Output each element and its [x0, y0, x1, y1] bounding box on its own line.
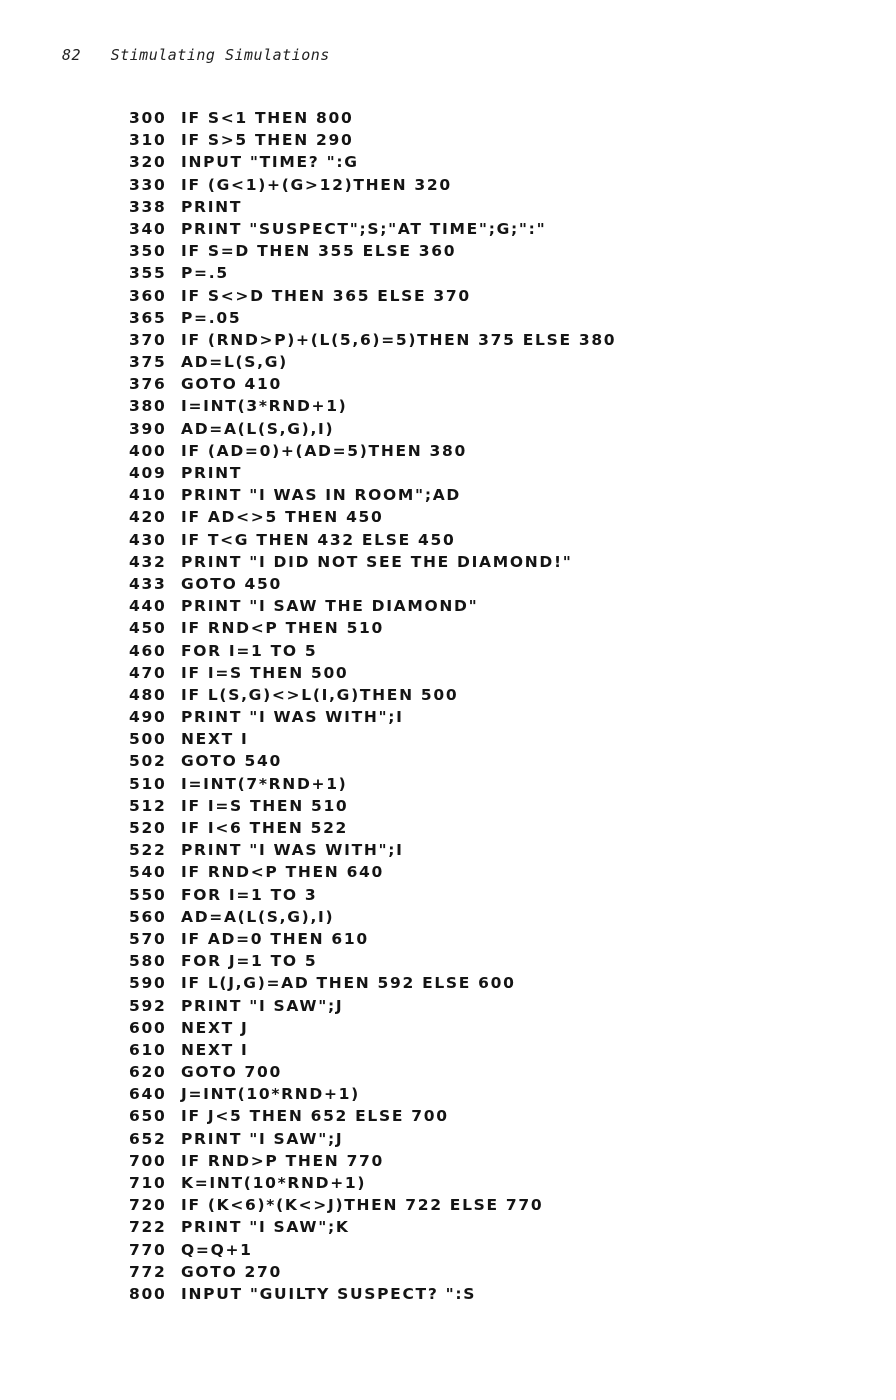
code-line: [129, 662, 616, 684]
line-number: 650: [129, 1107, 167, 1126]
statement: IF RND<P THEN 510: [181, 619, 385, 638]
statement: PRINT "I SAW";J: [181, 996, 344, 1015]
line-number: 540: [129, 863, 167, 882]
line-number: 510: [129, 774, 167, 793]
code-line: [129, 218, 616, 240]
line-number: 320: [129, 153, 167, 172]
code-line: [129, 551, 616, 573]
statement: IF AD=0 THEN 610: [181, 929, 369, 948]
code-line: [129, 462, 616, 484]
line-number: 330: [129, 175, 167, 194]
page-number: 82: [62, 46, 82, 64]
code-line: [129, 750, 616, 772]
statement: IF (K<6)*(K<>J)THEN 722 ELSE 770: [181, 1196, 544, 1215]
line-number: 770: [129, 1240, 167, 1259]
line-number: 355: [129, 264, 167, 283]
code-line: [129, 617, 616, 639]
line-number: 470: [129, 663, 167, 682]
code-line: [129, 1105, 616, 1127]
code-line: [129, 351, 616, 373]
code-line: [129, 995, 616, 1017]
line-number: 560: [129, 907, 167, 926]
code-line: [129, 640, 616, 662]
line-number: 652: [129, 1129, 167, 1148]
code-line: [129, 1283, 616, 1305]
line-number: 592: [129, 996, 167, 1015]
code-line: [129, 861, 616, 883]
statement: FOR I=1 TO 5: [181, 641, 318, 660]
line-number: 522: [129, 841, 167, 860]
statement: GOTO 450: [181, 574, 282, 593]
code-line: [129, 817, 616, 839]
basic-program-listing: [129, 107, 616, 1305]
line-number: 772: [129, 1262, 167, 1281]
statement: IF L(J,G)=AD THEN 592 ELSE 600: [181, 974, 516, 993]
statement: IF RND<P THEN 640: [181, 863, 385, 882]
chapter-title: Stimulating Simulations: [110, 46, 330, 64]
line-number: 722: [129, 1218, 167, 1237]
code-line: [129, 506, 616, 528]
line-number: 520: [129, 819, 167, 837]
line-number: 610: [129, 1040, 167, 1059]
statement: PRINT "I WAS WITH";I: [181, 708, 404, 727]
line-number: 800: [129, 1284, 167, 1303]
statement: I=INT(3*RND+1): [181, 397, 348, 416]
statement: Q=Q+1: [181, 1240, 253, 1259]
code-line: [129, 950, 616, 972]
statement: IF S<1 THEN 800: [181, 109, 354, 127]
statement: IF I=S THEN 500: [181, 663, 349, 682]
code-line: [129, 329, 616, 351]
code-line: [129, 262, 616, 284]
code-line: [129, 395, 616, 417]
code-line: [129, 773, 616, 795]
code-line: [129, 529, 616, 551]
statement: IF J<5 THEN 652 ELSE 700: [181, 1107, 449, 1126]
code-line: [129, 1194, 616, 1216]
statement: AD=L(S,G): [181, 353, 288, 372]
line-number: 710: [129, 1174, 167, 1192]
code-line: [129, 972, 616, 994]
line-number: 600: [129, 1018, 167, 1037]
statement: PRINT "I WAS WITH";I: [181, 841, 404, 860]
code-line: [129, 906, 616, 928]
line-number: 310: [129, 131, 167, 150]
statement: IF (RND>P)+(L(5,6)=5)THEN 375 ELSE 380: [181, 330, 617, 349]
statement: INPUT "TIME? ":G: [181, 153, 359, 172]
statement: J=INT(10*RND+1): [181, 1085, 360, 1104]
line-number: 640: [129, 1085, 167, 1104]
line-number: 580: [129, 952, 167, 971]
code-line: [129, 1150, 616, 1172]
line-number: 376: [129, 375, 167, 394]
line-number: 400: [129, 441, 167, 460]
statement: GOTO 410: [181, 375, 282, 394]
statement: NEXT J: [181, 1018, 249, 1037]
code-line: [129, 373, 616, 395]
line-number: 490: [129, 708, 167, 727]
statement: IF (G<1)+(G>12)THEN 320: [181, 175, 452, 194]
statement: IF I<6 THEN 522: [181, 819, 349, 837]
statement: PRINT "I SAW";K: [181, 1218, 350, 1237]
code-line: [129, 1261, 616, 1283]
line-number: 410: [129, 486, 167, 505]
statement: FOR J=1 TO 5: [181, 952, 318, 971]
code-line: [129, 1172, 616, 1194]
code-line: [129, 795, 616, 817]
statement: PRINT "I SAW THE DIAMOND": [181, 597, 479, 616]
code-line: [129, 1216, 616, 1238]
line-number: 365: [129, 308, 167, 327]
statement: PRINT "SUSPECT";S;"AT TIME";G;":": [181, 219, 547, 238]
statement: PRINT: [181, 197, 243, 216]
statement: PRINT "I DID NOT SEE THE DIAMOND!": [181, 552, 573, 571]
line-number: 480: [129, 685, 167, 704]
code-line: [129, 884, 616, 906]
statement: PRINT: [181, 464, 243, 482]
line-number: 370: [129, 330, 167, 349]
statement: I=INT(7*RND+1): [181, 774, 348, 793]
line-number: 512: [129, 796, 167, 815]
code-line: [129, 706, 616, 728]
code-line: [129, 573, 616, 595]
statement: PRINT "I WAS IN ROOM";AD: [181, 486, 461, 505]
running-head: [62, 46, 330, 64]
code-line: [129, 307, 616, 329]
line-number: 620: [129, 1063, 167, 1082]
code-line: [129, 728, 616, 750]
code-line: [129, 1239, 616, 1261]
statement: IF T<G THEN 432 ELSE 450: [181, 530, 456, 549]
line-number: 502: [129, 752, 167, 771]
line-number: 375: [129, 353, 167, 372]
line-number: 340: [129, 219, 167, 238]
line-number: 380: [129, 397, 167, 416]
code-line: [129, 1061, 616, 1083]
statement: IF RND>P THEN 770: [181, 1151, 385, 1170]
line-number: 300: [129, 109, 167, 127]
statement: INPUT "GUILTY SUSPECT? ":S: [181, 1284, 477, 1303]
line-number: 440: [129, 597, 167, 616]
code-line: [129, 1083, 616, 1105]
line-number: 720: [129, 1196, 167, 1215]
line-number: 360: [129, 286, 167, 305]
code-line: [129, 151, 616, 173]
line-number: 430: [129, 530, 167, 549]
line-number: 590: [129, 974, 167, 993]
statement: IF L(S,G)<>L(I,G)THEN 500: [181, 685, 459, 704]
statement: GOTO 540: [181, 752, 282, 771]
line-number: 350: [129, 242, 167, 261]
statement: IF S<>D THEN 365 ELSE 370: [181, 286, 471, 305]
code-line: [129, 196, 616, 218]
statement: PRINT "I SAW";J: [181, 1129, 344, 1148]
code-line: [129, 107, 616, 129]
line-number: 433: [129, 574, 167, 593]
line-number: 450: [129, 619, 167, 638]
statement: IF AD<>5 THEN 450: [181, 508, 384, 527]
statement: FOR I=1 TO 3: [181, 885, 318, 904]
statement: NEXT I: [181, 730, 249, 749]
line-number: 420: [129, 508, 167, 527]
statement: NEXT I: [181, 1040, 249, 1059]
line-number: 409: [129, 464, 167, 482]
statement: GOTO 270: [181, 1262, 282, 1281]
code-line: [129, 1039, 616, 1061]
line-number: 338: [129, 197, 167, 216]
code-line: [129, 174, 616, 196]
code-line: [129, 928, 616, 950]
statement: AD=A(L(S,G),I): [181, 907, 335, 926]
statement: IF S>5 THEN 290: [181, 131, 354, 150]
code-line: [129, 240, 616, 262]
line-number: 390: [129, 419, 167, 438]
code-line: [129, 129, 616, 151]
line-number: 432: [129, 552, 167, 571]
statement: GOTO 700: [181, 1063, 282, 1082]
statement: IF (AD=0)+(AD=5)THEN 380: [181, 441, 467, 460]
code-line: [129, 484, 616, 506]
code-line: [129, 418, 616, 440]
statement: P=.05: [181, 308, 242, 327]
line-number: 550: [129, 885, 167, 904]
code-line: [129, 440, 616, 462]
line-number: 500: [129, 730, 167, 749]
code-line: [129, 1128, 616, 1150]
line-number: 570: [129, 929, 167, 948]
statement: AD=A(L(S,G),I): [181, 419, 335, 438]
line-number: 460: [129, 641, 167, 660]
code-line: [129, 684, 616, 706]
statement: IF S=D THEN 355 ELSE 360: [181, 242, 457, 261]
statement: K=INT(10*RND+1): [181, 1174, 367, 1192]
code-line: [129, 595, 616, 617]
statement: P=.5: [181, 264, 229, 283]
code-line: [129, 839, 616, 861]
code-line: [129, 1017, 616, 1039]
statement: IF I=S THEN 510: [181, 796, 349, 815]
line-number: 700: [129, 1151, 167, 1170]
code-line: [129, 285, 616, 307]
